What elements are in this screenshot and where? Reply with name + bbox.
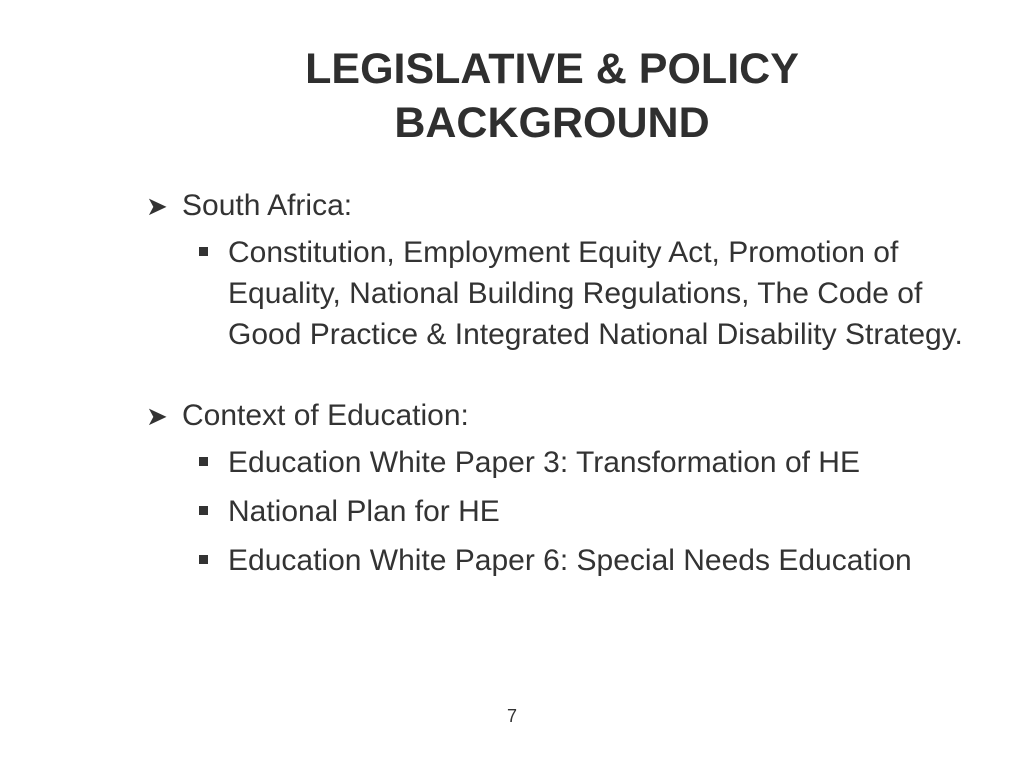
- slide-title-line-2: BACKGROUND: [394, 99, 710, 147]
- section-heading-context-of-education: [146, 396, 986, 436]
- list-item-text: National Plan for HE: [228, 495, 500, 528]
- arrow-bullet-icon: ➤: [146, 191, 168, 221]
- list-item: [146, 491, 986, 532]
- slide-content: [146, 186, 986, 589]
- arrow-bullet-icon: ➤: [146, 401, 168, 431]
- list-item: [146, 442, 986, 483]
- square-bullet-icon: [199, 506, 208, 515]
- section-heading-south-africa: [146, 186, 986, 226]
- list-item-text: Constitution, Employment Equity Act, Promotion of Equality, National Building Regulations, The Code of Good Practice & Integrated National Disability Strategy.: [228, 236, 963, 351]
- list-item: [146, 232, 986, 355]
- list-item-text: Education White Paper 6: Special Needs Education: [228, 544, 912, 577]
- slide-title-line-1: LEGISLATIVE & POLICY: [305, 45, 799, 93]
- bullet-list-context-of-education: [146, 442, 986, 581]
- square-bullet-icon: [199, 457, 208, 466]
- list-item-text: Education White Paper 3: Transformation of HE: [228, 446, 860, 479]
- list-item: [146, 540, 986, 581]
- slide-title: [0, 42, 1024, 150]
- section-spacer: [146, 363, 986, 396]
- page-number: 7: [506, 706, 517, 726]
- section-heading-text: Context of Education:: [182, 399, 469, 432]
- section-heading-text: South Africa:: [182, 189, 353, 222]
- square-bullet-icon: [199, 555, 208, 564]
- bullet-list-south-africa: [146, 232, 986, 355]
- square-bullet-icon: [199, 247, 208, 256]
